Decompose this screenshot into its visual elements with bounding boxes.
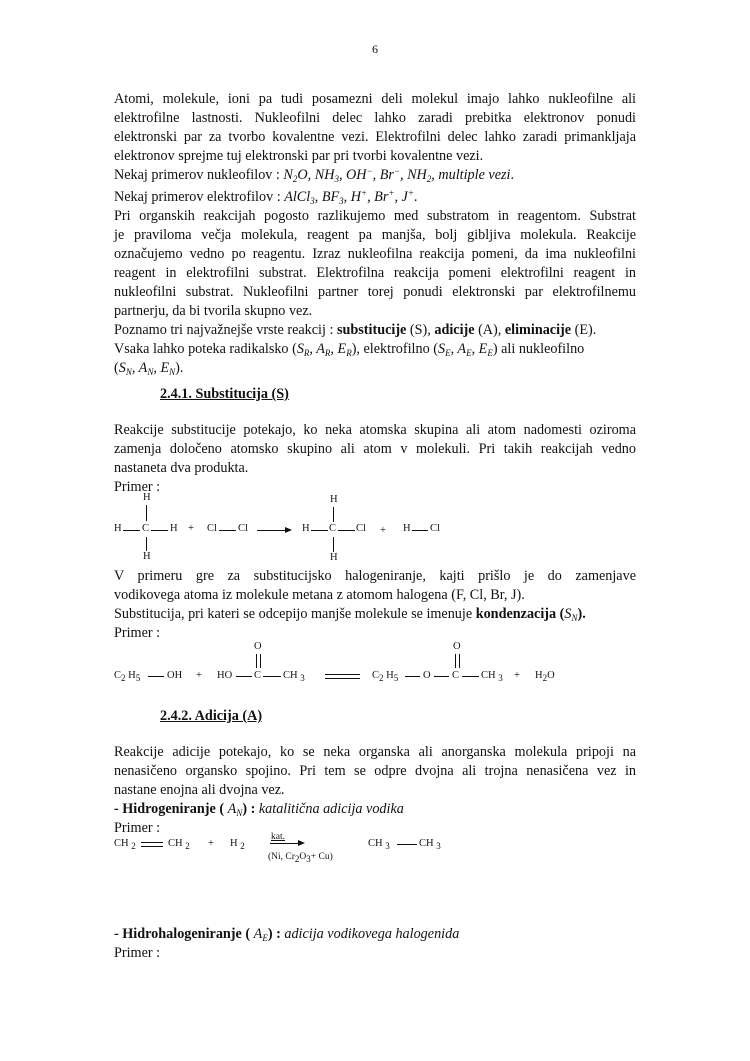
text-line: Pri organskih reakcijah pogosto razlikujemo med substratom in reagentom. Substrat [114,208,636,224]
hydrohalogenation-line: - Hidrohalogeniranje ( $A_E$) : adicija vodikovega halogenida [114,926,460,943]
section-heading-addition: 2.4.2. Adicija (A) [160,708,263,724]
page-number: 6 [372,42,378,56]
text-line: Reakcije substitucije potekajo, ko neka atomska skupina ali atom nadomesti oziroma [114,422,636,438]
example-label: Primer : [114,479,161,495]
text-line: elektronski par za tvorbo kovalentne vezi. Elektrofilni delec lahko zaradi primankljaja [114,129,636,145]
nucleophiles-line: Nekaj primerov nukleofilov : $N_2O$, $NH_3$, OH−, Br−, $NH_2$, multiple vezi. [114,166,515,184]
text-line: nenasičeno organsko spojino. Pri tem se odpre dvojna ali trojna nenasičena vez in [114,763,636,779]
text-line: nastaneta dva produkta. [114,460,249,476]
text-line: elektronov sprejme tuj elektronski par pri tvorbi kovalentne vezi. [114,148,484,164]
hydrogenation-line: - Hidrogeniranje ( $A_N$) : katalitična adicija vodika [114,801,404,818]
condensation-line: Substitucija, pri kateri se odcepijo manjše molekule se imenuje kondenzacija $(S_N)$. [114,606,586,623]
text-line: Reakcije adicije potekajo, ko se neka organska ali anorganska molekula pripoji na [114,744,636,760]
intro-paragraph [114,90,636,378]
text-line: je praviloma večja molekula, reagent pa manjša, bolj gibljiva molekula. Reakcije [114,227,636,243]
text-line: elektrofilne lastnosti. Nukleofilni delec lahko zaradi prebitka elektronov ponudi [114,110,636,126]
section-heading-substitution: 2.4.1. Substitucija (S) [160,386,289,402]
substitution-explanation [114,567,636,643]
text-line: označujemo vedno po reagentu. Izraz nukleofilna reakcija pomeni, da ima nukleofilni [114,246,636,262]
hydrohalogenation-section [114,925,636,963]
text-line: reagent in elektrofilni substrat. Elektrofilna reakcija pomeni elektrofilni reagent in [114,265,636,281]
arrow-icon [270,843,300,844]
example-label: Primer : [114,625,161,641]
text-line: vodikovega atoma iz molekule metana z atomom halogena (F, Cl, Br, J). [114,587,525,603]
text-line: partnerju, da bi tvorila skupno vez. [114,303,313,319]
example-label: Primer : [114,820,161,836]
example-label: Primer : [114,945,161,961]
text-line: Atomi, molekule, ioni pa tudi posamezni deli molekul imajo lahko nukleofilne ali [114,91,636,107]
text-line: nastane enojna ali dvojna vez. [114,782,285,798]
addition-paragraph [114,743,636,838]
text-line: zamenja določeno atomsko skupino ali atom v molekuli. Pri takih reakcijah vedno [114,441,636,457]
electrophiles-line: Nekaj primerov elektrofilov : AlCl$_3$, $BF_3$, H+, Br+, J+. [114,188,418,206]
equilibrium-arrow-icon [325,674,360,675]
mechanisms-line-2: ($S_N$, $A_N$, $E_N$). [114,360,184,377]
arrow-icon [257,530,287,531]
mechanisms-line: Vsaka lahko poteka radikalsko ($S_R$, $A_R$, $E_R$), elektrofilno ($S_E$, $A_E$, $E_E$) ali nukleofilno [114,341,585,358]
text-line: V primeru gre za substitucijsko halogeniranje, kajti prišlo je do zamenjave [114,568,636,584]
substitution-paragraph [114,421,636,497]
reaction-types-line: Poznamo tri najvažnejše vrste reakcij : substitucije (S), adicije (A), eliminacije (E). [114,322,597,338]
text-line: nukleofilni substrat. Nukleofilni partner torej ponudi elektronski par elektrofilnemu [114,284,636,300]
